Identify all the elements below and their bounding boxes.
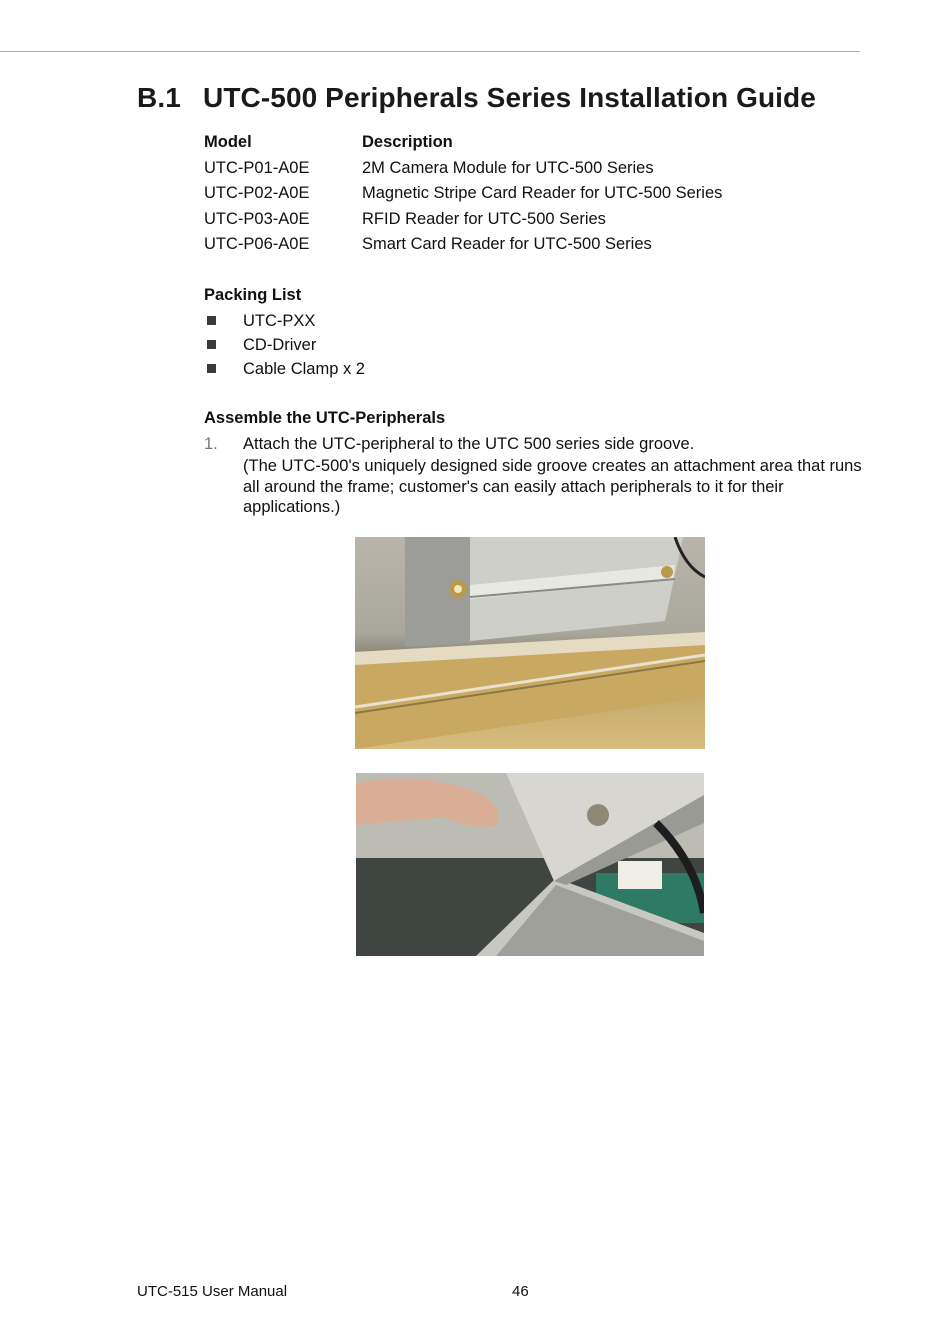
step-detail: (The UTC-500's uniquely designed side groove creates an attachment area that runs all around the frame; customer's can easily attach peripherals to it for their applications.) (243, 457, 862, 516)
packing-list-title: Packing List (204, 286, 302, 304)
list-item-text: CD-Driver (243, 336, 317, 354)
peripheral-attached-photo (355, 537, 705, 749)
footer-page-number: 46 (512, 1283, 529, 1300)
assemble-title: Assemble the UTC-Peripherals (204, 409, 446, 427)
footer-manual-title: UTC-515 User Manual (137, 1283, 288, 1300)
peripheral-attaching-photo (356, 773, 704, 956)
description-cell: 2M Camera Module for UTC-500 Series (362, 158, 654, 177)
photo-illustration (355, 537, 705, 749)
description-cell: Smart Card Reader for UTC-500 Series (362, 235, 652, 253)
square-bullet-icon (207, 364, 216, 373)
model-column-header: Model (204, 133, 252, 151)
model-cell: UTC-P03-A0E (204, 209, 310, 228)
section-number: B.1 (137, 82, 181, 113)
description-cell: RFID Reader for UTC-500 Series (362, 209, 606, 228)
section-heading (137, 82, 816, 114)
photo-illustration (356, 773, 704, 956)
model-cell: UTC-P02-A0E (204, 184, 310, 202)
header-rule (0, 51, 860, 52)
list-item-text: Cable Clamp x 2 (243, 360, 365, 378)
step-text: Attach the UTC-peripheral to the UTC 500 series side groove. (243, 435, 695, 453)
description-cell: Magnetic Stripe Card Reader for UTC-500 Series (362, 184, 723, 202)
section-title: UTC-500 Peripherals Series Installation Guide (203, 82, 816, 113)
square-bullet-icon (207, 316, 216, 325)
list-item-text: UTC-PXX (243, 312, 316, 330)
model-cell: UTC-P01-A0E (204, 158, 310, 177)
square-bullet-icon (207, 340, 216, 349)
model-cell: UTC-P06-A0E (204, 235, 310, 253)
step-number: 1. (204, 435, 218, 453)
description-column-header: Description (362, 133, 453, 151)
